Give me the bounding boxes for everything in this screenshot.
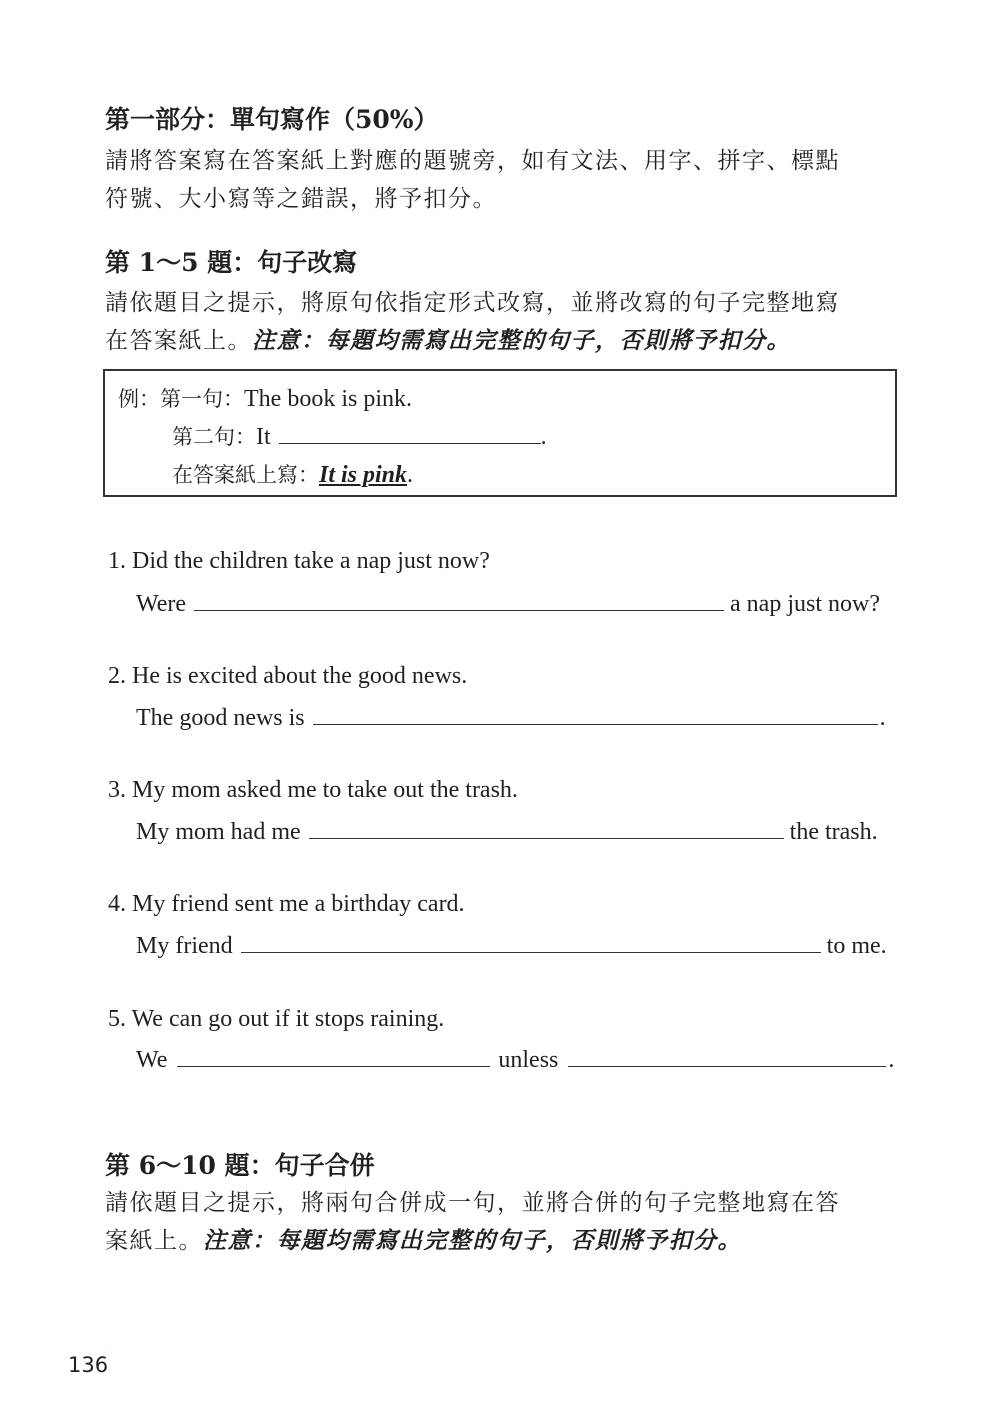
rewrite-start: Were [136,591,187,617]
example-answer: It is pink [319,462,408,488]
question-3-original [108,777,518,804]
section2-instr-emphasis: 注意：每題均需寫出完整的句子，否則將予扣分。 [203,1227,742,1254]
example-sentence1: The book is pink. [244,386,412,412]
example-label1: 第一句： [160,387,244,411]
example-answer-end: . [407,462,414,488]
section1-instr-normal: 在答案紙上。 [105,328,252,354]
example-label3: 在答案紙上寫： [172,463,319,487]
question-text: He is excited about the good news. [132,663,468,689]
rewrite-end: the trash. [789,819,878,845]
rewrite-start: My mom had me [136,819,301,845]
example-line1 [118,383,412,413]
question-3-rewrite [136,816,878,846]
rewrite-end: . [879,705,886,731]
section2-instructions-line1: 請依題目之提示，將兩句合併成一句，並將合併的句子完整地寫在答 [105,1190,840,1216]
example-line2 [172,421,547,451]
question-number: 5. [108,1006,126,1032]
rewrite-end: to me. [826,933,887,959]
answer-blank[interactable] [309,816,784,839]
answer-blank[interactable] [313,702,878,725]
question-5-rewrite [136,1044,894,1074]
example-sentence2-end: . [540,424,547,450]
rewrite-end: . [888,1047,895,1073]
section1-instructions-line1: 請依題目之提示，將原句依指定形式改寫，並將改寫的句子完整地寫 [105,290,840,316]
question-1-rewrite [136,588,880,618]
question-number: 3. [108,777,126,803]
rewrite-start: We [136,1047,168,1073]
part1-title: 第一部分：單句寫作（50%） [105,105,439,134]
question-2-original [108,663,467,690]
section2-title: 第 6～10 題：句子合併 [105,1151,375,1180]
question-5-original [108,1006,444,1033]
answer-blank[interactable] [241,930,821,953]
example-line3 [172,459,413,489]
part1-instructions-line2: 符號、大小寫等之錯誤，將予扣分。 [105,186,497,212]
part1-instructions-line1: 請將答案寫在答案紙上對應的題號旁，如有文法、用字、拼字、標點 [105,148,840,174]
section2-instructions-line2 [105,1222,742,1255]
question-2-rewrite [136,702,886,732]
rewrite-start: My friend [136,933,233,959]
example-label2: 第二句： [172,425,256,449]
question-text: My friend sent me a birthday card. [132,891,465,917]
answer-blank[interactable] [568,1044,886,1067]
rewrite-start: The good news is [136,705,305,731]
question-text: We can go out if it stops raining. [131,1006,445,1032]
rewrite-middle: unless [498,1047,559,1073]
question-1-original [108,548,490,575]
example-sentence2-start: It [256,424,271,450]
section1-instructions-line2 [105,322,791,355]
example-prefix: 例： [118,387,160,411]
question-number: 4. [108,891,126,917]
section1-instr-emphasis: 注意：每題均需寫出完整的句子，否則將予扣分。 [252,327,791,354]
question-number: 2. [108,663,126,689]
section2-instr-normal: 案紙上。 [105,1228,203,1254]
rewrite-end: a nap just now? [730,591,880,617]
question-text: My mom asked me to take out the trash. [132,777,518,803]
section1-title: 第 1～5 題：句子改寫 [105,248,358,277]
question-number: 1. [108,548,126,574]
answer-blank[interactable] [177,1044,490,1067]
question-4-rewrite [136,930,887,960]
page-number: 136 [68,1353,109,1377]
answer-blank[interactable] [194,588,724,611]
example-blank [279,421,541,444]
question-4-original [108,891,465,918]
question-text: Did the children take a nap just now? [132,548,490,574]
